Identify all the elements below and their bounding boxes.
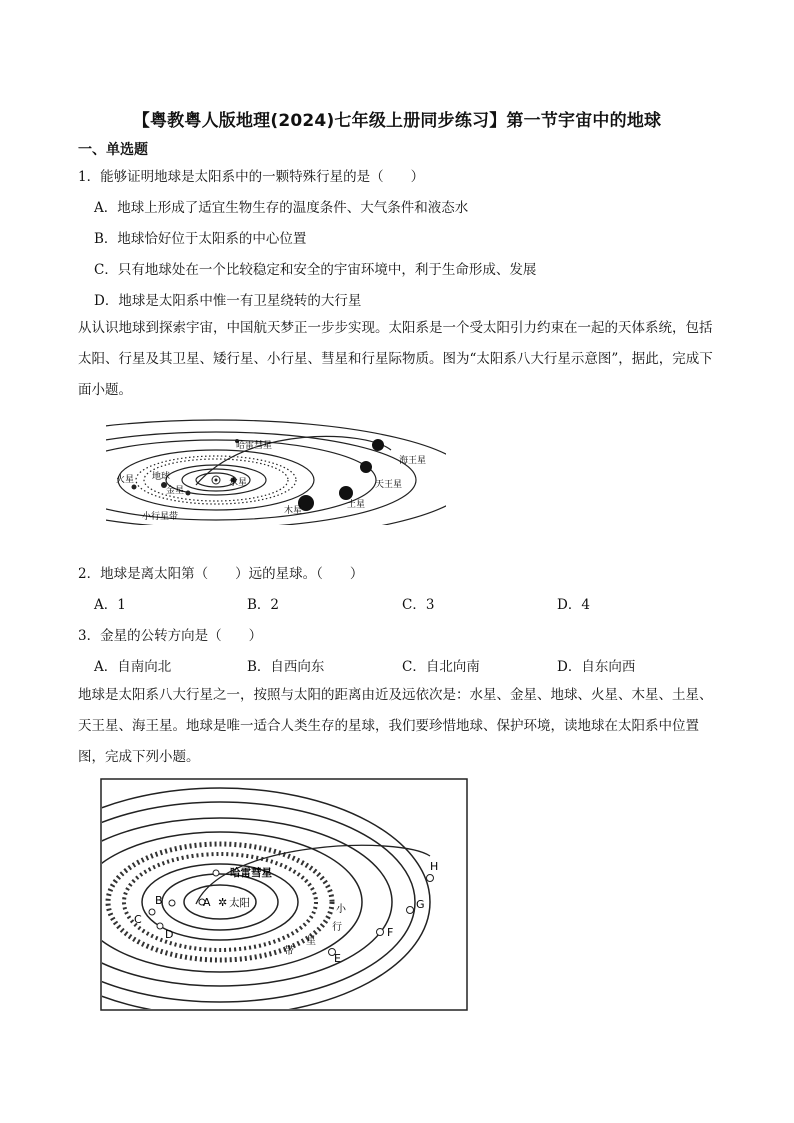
question-2-stem: 2．地球是离太阳第（ ）远的星球。（ ）	[78, 566, 364, 582]
figure1-label-mercury: 水星	[229, 478, 248, 488]
figure2-label-c: C	[134, 913, 142, 926]
figure1-label-venus: 金星	[166, 486, 185, 496]
question-1-option-a: A．地球上形成了适宜生物生存的温度条件、大气条件和液态水	[94, 200, 469, 216]
figure2-label-d: D	[165, 928, 174, 941]
figure2-label-g: G	[416, 898, 425, 911]
figure1-label-halley: 哈雷彗星	[236, 441, 273, 451]
solar-system-figure	[106, 405, 446, 525]
question-2-option-d: D．4	[557, 597, 590, 613]
figure1-label-uranus: 天王星	[375, 480, 403, 490]
figure1-label-mars: 火星	[116, 475, 135, 485]
question-2-option-c: C．3	[402, 597, 435, 613]
figure2-label-h: H	[430, 860, 439, 873]
question-3-option-d: D．自东向西	[557, 659, 636, 675]
sun-icon: ✲	[218, 896, 228, 909]
figure1-label-earth: 地球	[152, 472, 171, 482]
figure2-label-a: A	[203, 896, 211, 909]
figure2-label-belt-3: 星	[306, 936, 316, 947]
figure2-label-belt-4: 带	[284, 946, 294, 957]
figure2-label-belt-1: 小	[336, 904, 346, 915]
question-3-stem: 3．金星的公转方向是（ ）	[78, 628, 263, 644]
figure1-label-neptune: 海王星	[399, 456, 427, 466]
question-3-option-b: B．自西向东	[247, 659, 325, 675]
question-1-stem: 1．能够证明地球是太阳系中的一颗特殊行星的是（ ）	[78, 169, 425, 185]
question-2-option-a: A．1	[94, 597, 126, 613]
passage-1: 从认识地球到探索宇宙，中国航天梦正一步步实现。太阳系是一个受太阳引力约束在一起的天体系统，包括太阳、行星及其卫星、矮行星、小行星、彗星和行星际物质。图为“太阳系八大行星示意图”，据此，完成下面小题。	[78, 320, 713, 398]
figure1-label-jupiter: 木星	[284, 506, 303, 516]
figure1-label-belt: 小行星带	[142, 512, 179, 522]
document-title: 【粤教粤人版地理(2024)七年级上册同步练习】第一节宇宙中的地球	[132, 111, 662, 131]
figure2-label-e: E	[334, 952, 341, 965]
question-1-option-b: B．地球恰好位于太阳系的中心位置	[94, 231, 307, 247]
section-heading: 一、单选题	[78, 142, 148, 158]
figure2-label-b: B	[155, 894, 163, 907]
passage-2: 地球是太阳系八大行星之一，按照与太阳的距离由近及远依次是：水星、金星、地球、火星、木星、土星、天王星、海王星。地球是唯一适合人类生存的星球，我们要珍惜地球、保护环境，读地球在太阳系中位置图，完成下列小题。	[78, 687, 713, 765]
figure1-label-saturn: 土星	[347, 500, 366, 510]
figure2-label-sun: 太阳	[229, 897, 250, 909]
question-1-option-c: C．只有地球处在一个比较稳定和安全的宇宙环境中，利于生命形成、发展	[94, 262, 537, 278]
question-3-option-c: C．自北向南	[402, 659, 480, 675]
question-2-option-b: B．2	[247, 597, 280, 613]
figure2-label-belt-2: 行	[332, 922, 342, 933]
figure2-label-halley: 哈雷彗星	[230, 867, 272, 879]
question-1-option-d: D．地球是太阳系中惟一有卫星绕转的大行星	[94, 293, 362, 309]
figure2-label-f: F	[387, 926, 394, 939]
question-3-option-a: A．自南向北	[94, 659, 172, 675]
earth-position-figure	[100, 778, 468, 1012]
